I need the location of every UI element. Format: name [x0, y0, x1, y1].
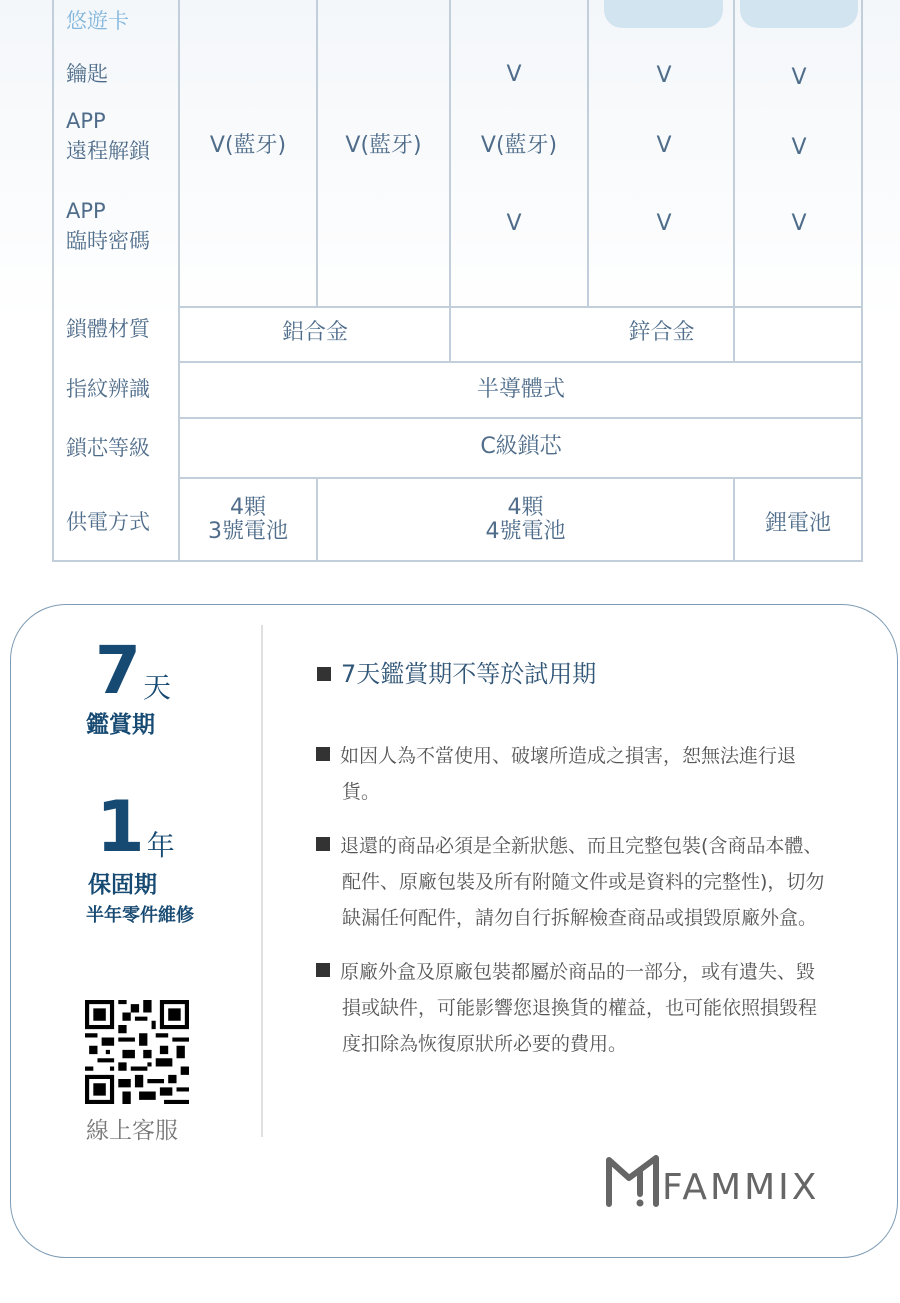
cell [318, 496, 733, 544]
cell: V [656, 211, 672, 236]
cell: 鋅合金 [628, 320, 695, 345]
cell: V [506, 211, 522, 236]
policy-item [316, 828, 826, 936]
cell [180, 496, 316, 544]
row-label: 悠遊卡 [66, 9, 129, 33]
row-label: 臨時密碼 [66, 229, 150, 253]
qr-label: 線上客服 [86, 1118, 178, 1144]
cell: V(藍牙) [480, 133, 558, 158]
row-label: 鎖體材質 [66, 317, 150, 341]
warranty-period [96, 786, 175, 868]
bullet-square-icon [316, 963, 330, 977]
grid-line [587, 0, 589, 307]
cell: V [791, 135, 807, 160]
policy-item [316, 738, 826, 810]
policy-heading-text: 7天鑑賞期不等於試用期 [341, 660, 597, 688]
grid-line [178, 417, 863, 419]
cell: V [506, 62, 522, 87]
trial-unit: 天 [142, 671, 171, 704]
cell: V [656, 63, 672, 88]
cell: V(藍牙) [345, 133, 422, 158]
brand-name: FAMMIX [662, 1167, 820, 1208]
bullet-square-icon [316, 837, 330, 851]
warranty-unit: 年 [146, 829, 175, 862]
cell: V [791, 211, 807, 236]
brand-logo [604, 1152, 819, 1208]
row-label: 遠程解鎖 [66, 139, 150, 163]
row-label: 供電方式 [66, 510, 150, 534]
cell: 鋰電池 [764, 511, 831, 536]
warranty-sub: 半年零件維修 [86, 905, 194, 926]
cell: V [791, 65, 807, 90]
cell-line: 3號電池 [208, 519, 288, 544]
cell: 半導體式 [476, 377, 565, 402]
cell: V(藍牙) [209, 133, 287, 158]
row-label: 鎖芯等級 [66, 436, 150, 460]
trial-number: 7 [95, 632, 141, 709]
cell-line: 4號電池 [485, 519, 566, 544]
column-header-pill [740, 0, 858, 28]
cell-line: 4顆 [230, 495, 266, 520]
divider [261, 625, 263, 1137]
cell: V [656, 133, 672, 158]
column-header-pill [604, 0, 723, 28]
grid-line [178, 477, 863, 479]
policy-item [316, 954, 826, 1062]
warranty-number: 1 [96, 786, 145, 868]
grid-line [178, 361, 863, 363]
policy-item-text: 原廠外盒及原廠包裝都屬於商品的一部分，或有遺失、毀損或缺件，可能影響您退換貨的權益，也可能依照損毀程度扣除為恢復原狀所必要的費用。 [340, 961, 818, 1055]
qr-code-icon[interactable] [85, 1000, 189, 1104]
row-label: 鑰匙 [66, 62, 108, 86]
cell: C級鎖芯 [480, 434, 562, 459]
row-label: 指紋辨識 [66, 377, 150, 401]
row-label: APP [66, 199, 106, 223]
fammix-logo-icon [604, 1154, 660, 1208]
policy-heading [317, 654, 596, 689]
policy-item-text: 退還的商品必須是全新狀態、而且完整包裝(含商品本體、配件、原廠包裝及所有附隨文件或是資料的完整性)，切勿缺漏任何配件，請勿自行拆解檢查商品或損毀原廠外盒。 [340, 835, 825, 929]
grid-line [178, 306, 863, 308]
row-label: APP [66, 109, 106, 133]
policy-item-text: 如因人為不當使用、破壞所造成之損害，恕無法進行退貨。 [340, 745, 797, 803]
policy-items [316, 738, 826, 1062]
trial-period [95, 632, 171, 709]
warranty-label: 保固期 [88, 872, 157, 898]
bullet-square-icon [316, 747, 330, 761]
bullet-square-icon [317, 667, 331, 681]
trial-label: 鑑賞期 [86, 712, 155, 738]
cell-line: 4顆 [507, 495, 544, 520]
cell: 鋁合金 [281, 320, 348, 345]
grid-line [52, 0, 54, 562]
grid-line [52, 560, 863, 562]
